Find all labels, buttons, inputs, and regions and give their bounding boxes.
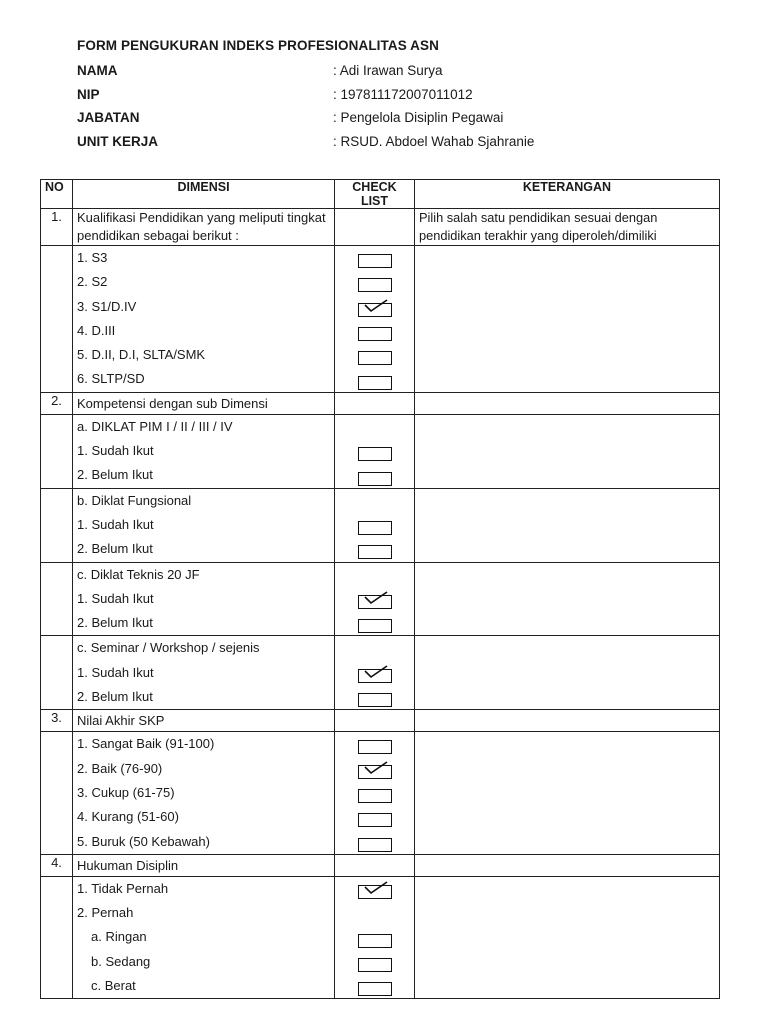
check-cell-empty	[335, 209, 415, 246]
checklist-cell	[335, 488, 415, 562]
check-slot	[339, 246, 410, 270]
no-cell-empty	[41, 876, 73, 998]
option-label: 2. Belum Ikut	[77, 541, 153, 557]
option-label: 4. Kurang (51-60)	[77, 809, 179, 825]
field-value: : Pengelola Disiplin Pegawai	[333, 110, 503, 125]
options-cell	[73, 246, 335, 393]
checkbox-checked[interactable]	[358, 595, 392, 609]
options-cell	[73, 414, 335, 488]
option-label: c. Berat	[91, 978, 136, 994]
check-mark-icon	[363, 665, 389, 679]
check-slot	[339, 877, 410, 901]
group-title: a. DIKLAT PIM I / II / III / IV	[77, 418, 233, 434]
field-value: : RSUD. Abdoel Wahab Sjahranie	[333, 134, 534, 149]
keterangan-cell	[415, 854, 720, 876]
option-label: b. Sedang	[91, 953, 151, 969]
checklist-cell	[335, 876, 415, 998]
checklist-cell	[335, 562, 415, 636]
header-keterangan: KETERANGAN	[415, 180, 720, 209]
no-cell-empty	[41, 488, 73, 562]
check-slot	[339, 611, 410, 635]
question-row	[41, 710, 720, 732]
header-check-list: CHECK LIST	[335, 180, 415, 209]
option-label: 1. Sudah Ikut	[77, 590, 154, 606]
keterangan-cell-empty	[415, 732, 720, 854]
section-number: 1.	[41, 209, 73, 246]
keterangan-cell-empty	[415, 636, 720, 710]
checklist-cell	[335, 414, 415, 488]
checkbox-empty[interactable]	[358, 813, 392, 827]
keterangan-cell-empty	[415, 246, 720, 393]
field-value: : Adi Irawan Surya	[333, 63, 443, 78]
option-label: 4. D.III	[77, 322, 116, 338]
group-title: c. Seminar / Workshop / sejenis	[77, 640, 260, 656]
option-label: 1. Tidak Pernah	[77, 880, 169, 896]
options-cell	[73, 732, 335, 854]
check-mark-icon	[363, 299, 389, 313]
options-row	[41, 562, 720, 636]
section-number: 3.	[41, 710, 73, 732]
option-label: 1. Sangat Baik (91-100)	[77, 736, 215, 752]
checkbox-empty[interactable]	[358, 789, 392, 803]
question-row	[41, 392, 720, 414]
checkbox-checked[interactable]	[358, 885, 392, 899]
check-slot	[339, 563, 410, 587]
group-title: b. Diklat Fungsional	[77, 492, 192, 508]
option-label: 2. Pernah	[77, 905, 134, 921]
checkbox-empty[interactable]	[358, 472, 392, 486]
keterangan-cell-empty	[415, 488, 720, 562]
keterangan-cell	[415, 710, 720, 732]
check-cell-empty	[335, 854, 415, 876]
check-slot	[339, 685, 410, 709]
check-slot	[339, 319, 410, 343]
field-nama	[77, 63, 737, 87]
check-slot	[339, 415, 410, 439]
keterangan-cell-empty	[415, 562, 720, 636]
check-slot	[339, 925, 410, 949]
check-slot	[339, 295, 410, 319]
checkbox-empty[interactable]	[358, 376, 392, 390]
check-slot	[339, 439, 410, 463]
no-cell-empty	[41, 414, 73, 488]
checkbox-empty[interactable]	[358, 254, 392, 268]
check-slot	[339, 489, 410, 513]
option-label: 5. D.II, D.I, SLTA/SMK	[77, 347, 206, 363]
check-cell-empty	[335, 710, 415, 732]
check-slot	[339, 636, 410, 660]
option-label: 1. Sudah Ikut	[77, 664, 154, 680]
check-slot	[339, 781, 410, 805]
options-row	[41, 414, 720, 488]
check-slot	[339, 513, 410, 537]
check-mark-icon	[363, 591, 389, 605]
check-slot	[339, 270, 410, 294]
check-mark-icon	[363, 761, 389, 775]
checkbox-empty[interactable]	[358, 545, 392, 559]
checkbox-checked[interactable]	[358, 669, 392, 683]
question-text: Hukuman Disiplin	[73, 854, 335, 876]
options-row	[41, 732, 720, 854]
options-row	[41, 488, 720, 562]
options-row	[41, 246, 720, 393]
header-no: NO	[41, 180, 73, 209]
no-cell-empty	[41, 562, 73, 636]
checkbox-checked[interactable]	[358, 765, 392, 779]
section-number: 2.	[41, 392, 73, 414]
keterangan-cell-empty	[415, 876, 720, 998]
checkbox-empty[interactable]	[358, 838, 392, 852]
option-label: 1. S3	[77, 250, 108, 265]
check-slot	[339, 343, 410, 367]
field-label: NAMA	[77, 63, 118, 78]
check-cell-empty	[335, 392, 415, 414]
keterangan-cell: Pilih salah satu pendidikan sesuai dengan pendidikan terakhir yang diperoleh/dimiliki	[415, 209, 720, 246]
check-slot	[339, 661, 410, 685]
field-value: : 197811172007011012	[333, 87, 473, 102]
question-text: Kualifikasi Pendidikan yang meliputi tingkat pendidikan sebagai berikut :	[73, 209, 335, 246]
option-label: 2. Belum Ikut	[77, 689, 153, 705]
section-number: 4.	[41, 854, 73, 876]
question-text: Nilai Akhir SKP	[73, 710, 335, 732]
option-label: 3. S1/D.IV	[77, 298, 137, 314]
options-cell	[73, 562, 335, 636]
checkbox-empty[interactable]	[358, 327, 392, 341]
checkbox-empty[interactable]	[358, 693, 392, 707]
option-label: 1. Sudah Ikut	[77, 443, 154, 459]
checkbox-empty[interactable]	[358, 278, 392, 292]
checkbox-empty[interactable]	[358, 982, 392, 996]
table-body	[41, 209, 720, 999]
form-title: FORM PENGUKURAN INDEKS PROFESIONALITAS ASN	[77, 38, 439, 53]
option-label: 2. Belum Ikut	[77, 615, 153, 631]
options-row	[41, 636, 720, 710]
assessment-table	[40, 179, 720, 999]
field-jabatan	[77, 110, 737, 134]
question-row	[41, 854, 720, 876]
checkbox-empty[interactable]	[358, 740, 392, 754]
check-slot	[339, 757, 410, 781]
check-slot	[339, 950, 410, 974]
options-cell	[73, 488, 335, 562]
checklist-cell	[335, 636, 415, 710]
checkbox-empty[interactable]	[358, 447, 392, 461]
check-mark-icon	[363, 881, 389, 895]
field-label: UNIT KERJA	[77, 133, 159, 149]
no-cell-empty	[41, 732, 73, 854]
keterangan-cell	[415, 392, 720, 414]
question-text: Kompetensi dengan sub Dimensi	[73, 392, 335, 414]
field-label: NIP	[77, 86, 100, 102]
check-slot	[339, 367, 410, 391]
checkbox-empty[interactable]	[358, 521, 392, 535]
check-slot	[339, 830, 410, 854]
option-label: 2. Baik (76-90)	[77, 760, 163, 776]
options-cell	[73, 876, 335, 998]
checkbox-empty[interactable]	[358, 958, 392, 972]
check-slot	[339, 805, 410, 829]
form-header	[77, 38, 737, 157]
keterangan-cell-empty	[415, 414, 720, 488]
question-row	[41, 209, 720, 246]
option-label: 5. Buruk (50 Kebawah)	[77, 833, 210, 849]
table-header-row	[41, 180, 720, 209]
option-label: 2. S2	[77, 274, 108, 290]
field-label: JABATAN	[77, 110, 140, 125]
option-label: 3. Cukup (61-75)	[77, 784, 175, 800]
checklist-cell	[335, 732, 415, 854]
check-slot	[339, 587, 410, 611]
check-slot	[339, 537, 410, 561]
option-label: 1. Sudah Ikut	[77, 516, 154, 532]
group-title: c. Diklat Teknis 20 JF	[77, 566, 200, 582]
checkbox-empty[interactable]	[358, 351, 392, 365]
field-nip	[77, 87, 737, 111]
checkbox-empty[interactable]	[358, 934, 392, 948]
options-row	[41, 876, 720, 998]
check-slot	[339, 901, 410, 925]
no-cell-empty	[41, 246, 73, 393]
checkbox-checked[interactable]	[358, 303, 392, 317]
options-cell	[73, 636, 335, 710]
option-label: 6. SLTP/SD	[77, 371, 145, 387]
no-cell-empty	[41, 636, 73, 710]
check-slot	[339, 974, 410, 998]
option-label: a. Ringan	[91, 929, 147, 945]
check-slot	[339, 732, 410, 756]
header-dimensi: DIMENSI	[73, 180, 335, 209]
field-unit-kerja	[77, 134, 737, 158]
option-label: 2. Belum Ikut	[77, 467, 153, 483]
check-slot	[339, 463, 410, 487]
checklist-cell	[335, 246, 415, 393]
checkbox-empty[interactable]	[358, 619, 392, 633]
